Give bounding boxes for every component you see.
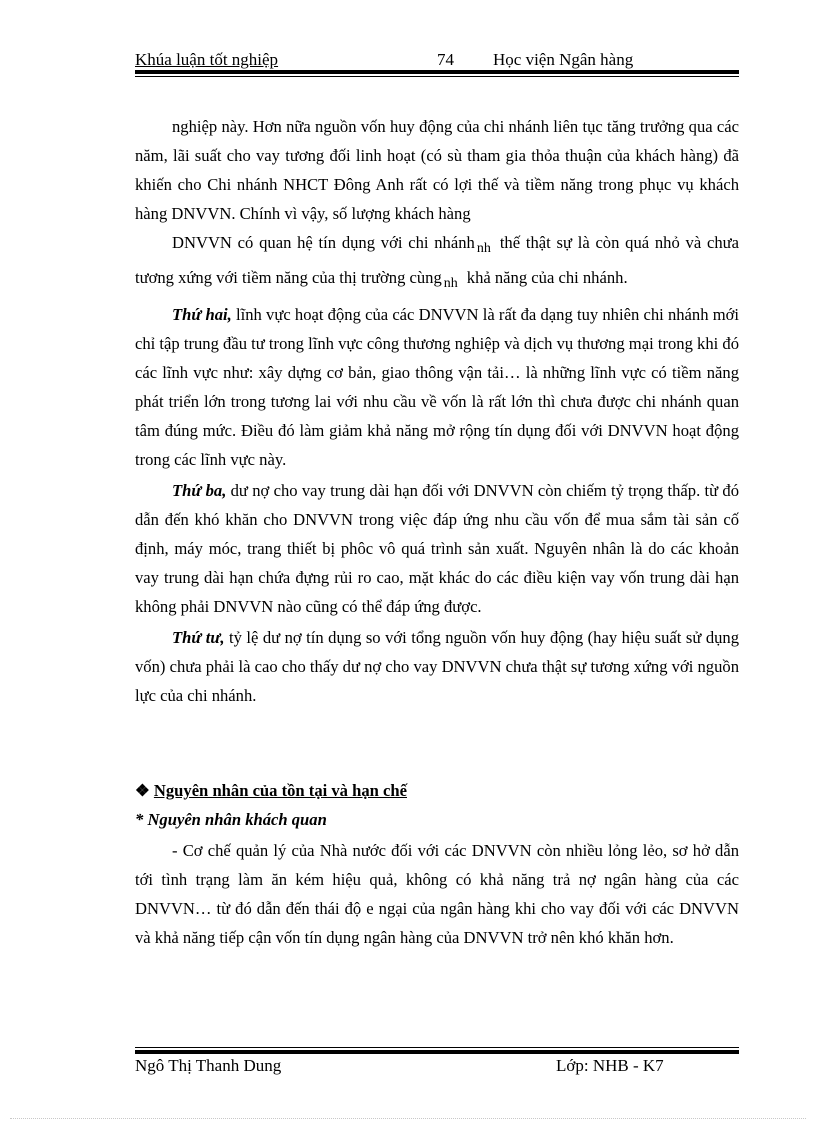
paragraph-2-part-a: DNVVN có quan hệ tín dụng với chi nhánh — [172, 233, 475, 252]
body-text-2 — [135, 836, 739, 952]
footer-class: Lớp: NHB - K7 — [556, 1056, 664, 1075]
paragraph-5-text: tỷ lệ dư nợ tín dụng so với tổng nguồn vốn huy động (hay hiệu suất sử dụng vốn) chưa phải là cao cho thấy dư nợ cho vay DNVVN chưa thật sự tương xứng với nguồn lực của chi nhánh. — [135, 628, 740, 705]
header-rule-thin — [135, 76, 739, 77]
section-subtitle: * Nguyên nhân khách quan — [135, 810, 327, 829]
paragraph-5-lead: Thứ tư, — [172, 628, 225, 647]
paragraph-2-part-c: khả năng của chi nhánh. — [466, 268, 628, 287]
paragraph-2-subscript-1: nh — [476, 241, 491, 256]
body-text — [135, 112, 739, 710]
footer-author: Ngô Thị Thanh Dung — [135, 1056, 282, 1075]
page-header — [135, 50, 739, 70]
paragraph-3 — [135, 300, 739, 474]
paragraph-2-subscript-2: nh — [443, 276, 458, 291]
paragraph-4-text: dư nợ cho vay trung dài hạn đối với DNVVN còn chiếm tỷ trọng thấp. từ đó dẫn đến khó khăn cho DNVVN trong việc đáp ứng nhu cầu vốn để mua sắm tài sản cố định, máy móc, trang thiết bị phôc vô quá trình sản xuất. Nguyên nhân là do các khoản vay trung dài hạn chứa đựng rủi ro cao, mặt khác do các điều kiện vay vốn trung dài hạn không phải DNVVN nào cũng có thể đáp ứng được. — [135, 481, 739, 616]
page-footer — [135, 1056, 739, 1076]
paragraph-4-lead: Thứ ba, — [172, 481, 227, 500]
header-page-number: 74 — [437, 50, 454, 69]
paragraph-1: nghiệp này. Hơn nữa nguồn vốn huy động của chi nhánh liên tục tăng trưởng qua các năm, lãi suất cho vay tương đối linh hoạt (có sù tham gia thỏa thuận của khách hàng) đã khiến cho Chi nhánh NHCT Đông Anh rất có lợi thế và tiềm năng trong phục vụ khách hàng DNVVN. Chính vì vậy, số lượng khách hàng — [135, 117, 739, 223]
footer-rule-thin — [135, 1047, 739, 1048]
header-institution: Học viện Ngân hàng — [493, 50, 634, 69]
paragraph-5 — [135, 623, 739, 710]
paragraph-2 — [135, 228, 739, 298]
footer-rule-thick — [135, 1050, 739, 1054]
section-title: Nguyên nhân của tồn tại và hạn chế — [153, 781, 407, 800]
paragraph-3-text: lĩnh vực hoạt động của các DNVVN là rất đa dạng tuy nhiên chi nhánh mới chỉ tập trung đầu tư trong lĩnh vực công thương nghiệp và dịch vụ thương mại trong khi đó các lĩnh vực như: xây dựng cơ bản, giao thông vận tải… là những lĩnh vực có tiềm năng phát triển lớn trong tương lai với nhu cầu về vốn là rất lớn thì chưa được chi nhánh quan tâm đúng mức. Điều đó làm giảm khả năng mở rộng tín dụng đối với DNVVN hoạt động trong các lĩnh vực này. — [135, 305, 739, 469]
paragraph-4 — [135, 476, 739, 621]
section-heading — [135, 778, 407, 804]
paragraph-6: - Cơ chế quản lý của Nhà nước đối với các DNVVN còn nhiều lỏng lẻo, sơ hở dẫn tới tình trạng làm ăn kém hiệu quả, không có khả năng trả nợ ngân hàng của các DNVVN… từ đó dẫn đến thái độ e ngại của ngân hàng khi cho vay đối với các DNVVN và khả năng tiếp cận vốn tín dụng ngân hàng của DNVVN trở nên khó khăn hơn. — [135, 841, 739, 947]
paragraph-2-part-b: thế thật sự là còn quá nhỏ và chưa tương xứng với tiềm năng của thị trường cùng — [135, 233, 739, 287]
header-rule-thick — [135, 70, 739, 74]
paragraph-3-lead: Thứ hai, — [172, 305, 232, 324]
header-thesis-label: Khúa luận tốt nghiệp — [135, 50, 279, 69]
diamond-bullet-icon: ❖ — [135, 781, 150, 800]
page-bottom-dotted-line — [10, 1118, 806, 1119]
